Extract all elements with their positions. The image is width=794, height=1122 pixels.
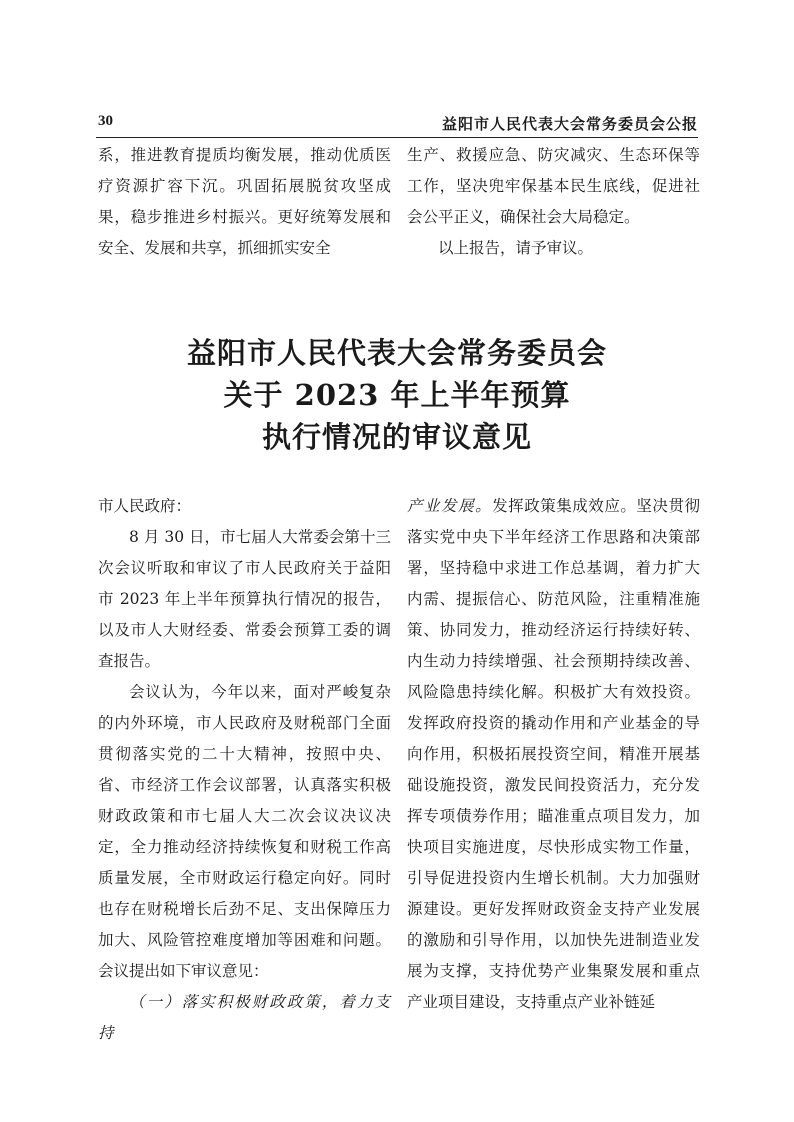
previous-article-right-text: 生产、救援应急、防灾减灾、生态环保等工作，坚决兜牢保基本民生底线，促进社会公平正义，确保社会大局稳定。	[407, 146, 700, 226]
previous-article-closing: 以上报告，请予审议。	[438, 239, 594, 257]
article-title	[0, 332, 794, 458]
previous-article-left-column	[98, 140, 391, 264]
title-line-1: 益阳市人民代表大会常务委员会	[186, 336, 607, 370]
previous-article-left-text: 系，推进教育提质均衡发展，推动优质医疗资源扩容下沉。巩固拓展脱贫攻坚成果，稳步推进乡村振兴。更好统筹发展和安全、发展和共享，抓细抓实安全	[98, 146, 391, 257]
paragraph-3-text: 发挥政策集成效应。坚决贯彻落实党中央下半年经济工作思路和决策部署，坚持稳中求进工作总基调，着力扩大内需、提振信心、防范风险，注重精准施策、协同发力，推动经济运行持续好转、内生动力持续增强、社会预期持续改善、风险隐患持续化解。积极扩大有效投资。发挥政府投资的撬动作用和产业基金的导向作用，积极拓展投资空间，精准开展基础设施投资，激发民间投资活力，充分发挥专项债券作用；瞄准重点项目发力，加快项目实施进度，尽快形成实物工作量，引导促进投资内生增长机制。大力加强财源建设。更好发挥财政资金支持产业发展的激励和引导作用，以加快先进制造业发展为支撑，支持优势产业集聚发展和重点产业项目建设，支持重点产业补链延	[407, 497, 700, 1011]
body-right-column	[407, 491, 700, 1018]
page-number: 30	[98, 113, 113, 129]
journal-name: 益阳市人民代表大会常务委员会公报	[441, 115, 698, 133]
paragraph-1: 8 月 30 日，市七届人大常委会第十三次会议听取和审议了市人民政府关于益阳市 2023 年上半年预算执行情况的报告，以及市人大财经委、常委会预算工委的调查报告。	[98, 528, 391, 670]
paragraph-3	[407, 491, 700, 1018]
section-heading-continued: 产业发展。	[407, 497, 493, 515]
previous-article-right-column	[407, 140, 700, 264]
title-line-2: 关于 2023 年上半年预算	[223, 378, 571, 412]
body-left-column	[98, 491, 391, 1049]
section-heading-1: （一）落实积极财政政策，着力支持	[98, 993, 391, 1042]
header-divider	[96, 137, 698, 138]
title-line-3: 执行情况的审议意见	[261, 420, 532, 454]
salutation: 市人民政府：	[98, 497, 192, 515]
paragraph-2: 会议认为，今年以来，面对严峻复杂的内外环境，市人民政府及财税部门全面贯彻落实党的二十大精神，按照中央、省、市经济工作会议部署，认真落实积极财政政策和市七届人大二次会议决议决定，全力推动经济持续恢复和财税工作高质量发展，全市财政运行稳定向好。同时也存在财税增长后劲不足、支出保障压力加大、风险管控难度增加等困难和问题。会议提出如下审议意见：	[98, 683, 391, 980]
